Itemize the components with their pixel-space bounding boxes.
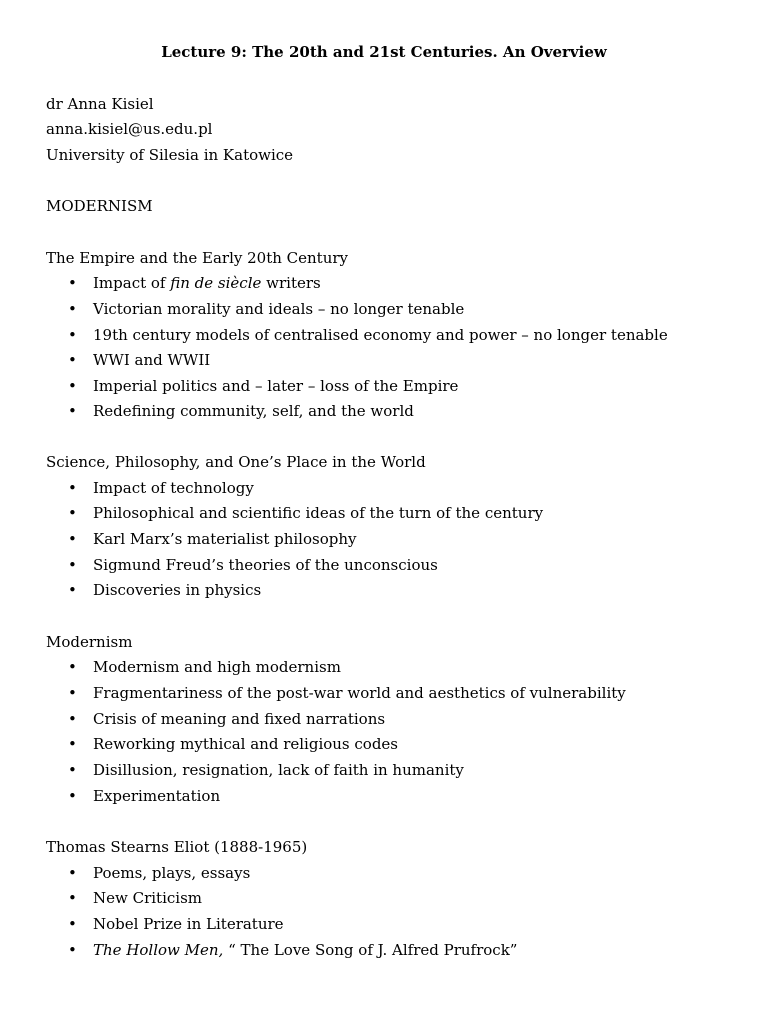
- author-email: anna.kisiel@us.edu.pl: [46, 120, 213, 138]
- list-item: • Poems, plays, essays: [68, 864, 251, 882]
- bullet: •: [68, 658, 77, 676]
- list-item: • Disillusion, resignation, lack of faith in humanity: [68, 761, 464, 779]
- list-item: • Discoveries in physics: [68, 581, 262, 599]
- list-item: • The Hollow Men, “ The Love Song of J. Alfred Prufrock”: [68, 941, 518, 959]
- list-item: • Fragmentariness of the post-war world and aesthetics of vulnerability: [68, 684, 626, 702]
- bullet: •: [68, 787, 77, 805]
- bullet: •: [68, 274, 77, 292]
- list-item: • New Criticism: [68, 889, 202, 907]
- list-item: • Impact of fin de siècle writers: [68, 274, 321, 292]
- bullet: •: [68, 326, 77, 344]
- main-heading: MODERNISM: [46, 197, 153, 215]
- bullet: •: [68, 556, 77, 574]
- bullet: •: [68, 504, 77, 522]
- list-item: • Philosophical and scientific ideas of the turn of the century: [68, 504, 544, 522]
- bullet: •: [68, 581, 77, 599]
- bullet: •: [68, 402, 77, 420]
- bullet: •: [68, 479, 77, 497]
- bullet: •: [68, 941, 77, 959]
- bullet: •: [68, 889, 77, 907]
- list-item: • Victorian morality and ideals – no longer tenable: [68, 300, 465, 318]
- section-heading-empire: The Empire and the Early 20th Century: [46, 249, 348, 267]
- author-affiliation: University of Silesia in Katowice: [46, 146, 294, 164]
- bullet: •: [68, 377, 77, 395]
- bullet: •: [68, 864, 77, 882]
- list-item: • Reworking mythical and religious codes: [68, 735, 399, 753]
- list-item: • Crisis of meaning and fixed narrations: [68, 710, 386, 728]
- list-item: • Imperial politics and – later – loss of the Empire: [68, 377, 459, 395]
- list-item: • Experimentation: [68, 787, 221, 805]
- bullet: •: [68, 761, 77, 779]
- list-item: • WWI and WWII: [68, 351, 211, 369]
- list-item: • Karl Marx’s materialist philosophy: [68, 530, 357, 548]
- list-item: • Sigmund Freud’s theories of the unconscious: [68, 556, 438, 574]
- list-item: • 19th century models of centralised economy and power – no longer tenable: [68, 326, 668, 344]
- list-item: • Nobel Prize in Literature: [68, 915, 284, 933]
- bullet: •: [68, 300, 77, 318]
- lecture-title: Lecture 9: The 20th and 21st Centuries. An Overview: [161, 43, 607, 61]
- bullet: •: [68, 530, 77, 548]
- list-item: • Redefining community, self, and the world: [68, 402, 414, 420]
- bullet: •: [68, 351, 77, 369]
- bullet: •: [68, 710, 77, 728]
- list-item: • Modernism and high modernism: [68, 658, 341, 676]
- list-item: • Impact of technology: [68, 479, 254, 497]
- bullet: •: [68, 735, 77, 753]
- section-heading-modernism: Modernism: [46, 633, 133, 651]
- bullet: •: [68, 915, 77, 933]
- author-name: dr Anna Kisiel: [46, 95, 154, 113]
- bullet: •: [68, 684, 77, 702]
- section-heading-eliot: Thomas Stearns Eliot (1888-1965): [46, 838, 308, 856]
- section-heading-science: Science, Philosophy, and One’s Place in the World: [46, 453, 426, 471]
